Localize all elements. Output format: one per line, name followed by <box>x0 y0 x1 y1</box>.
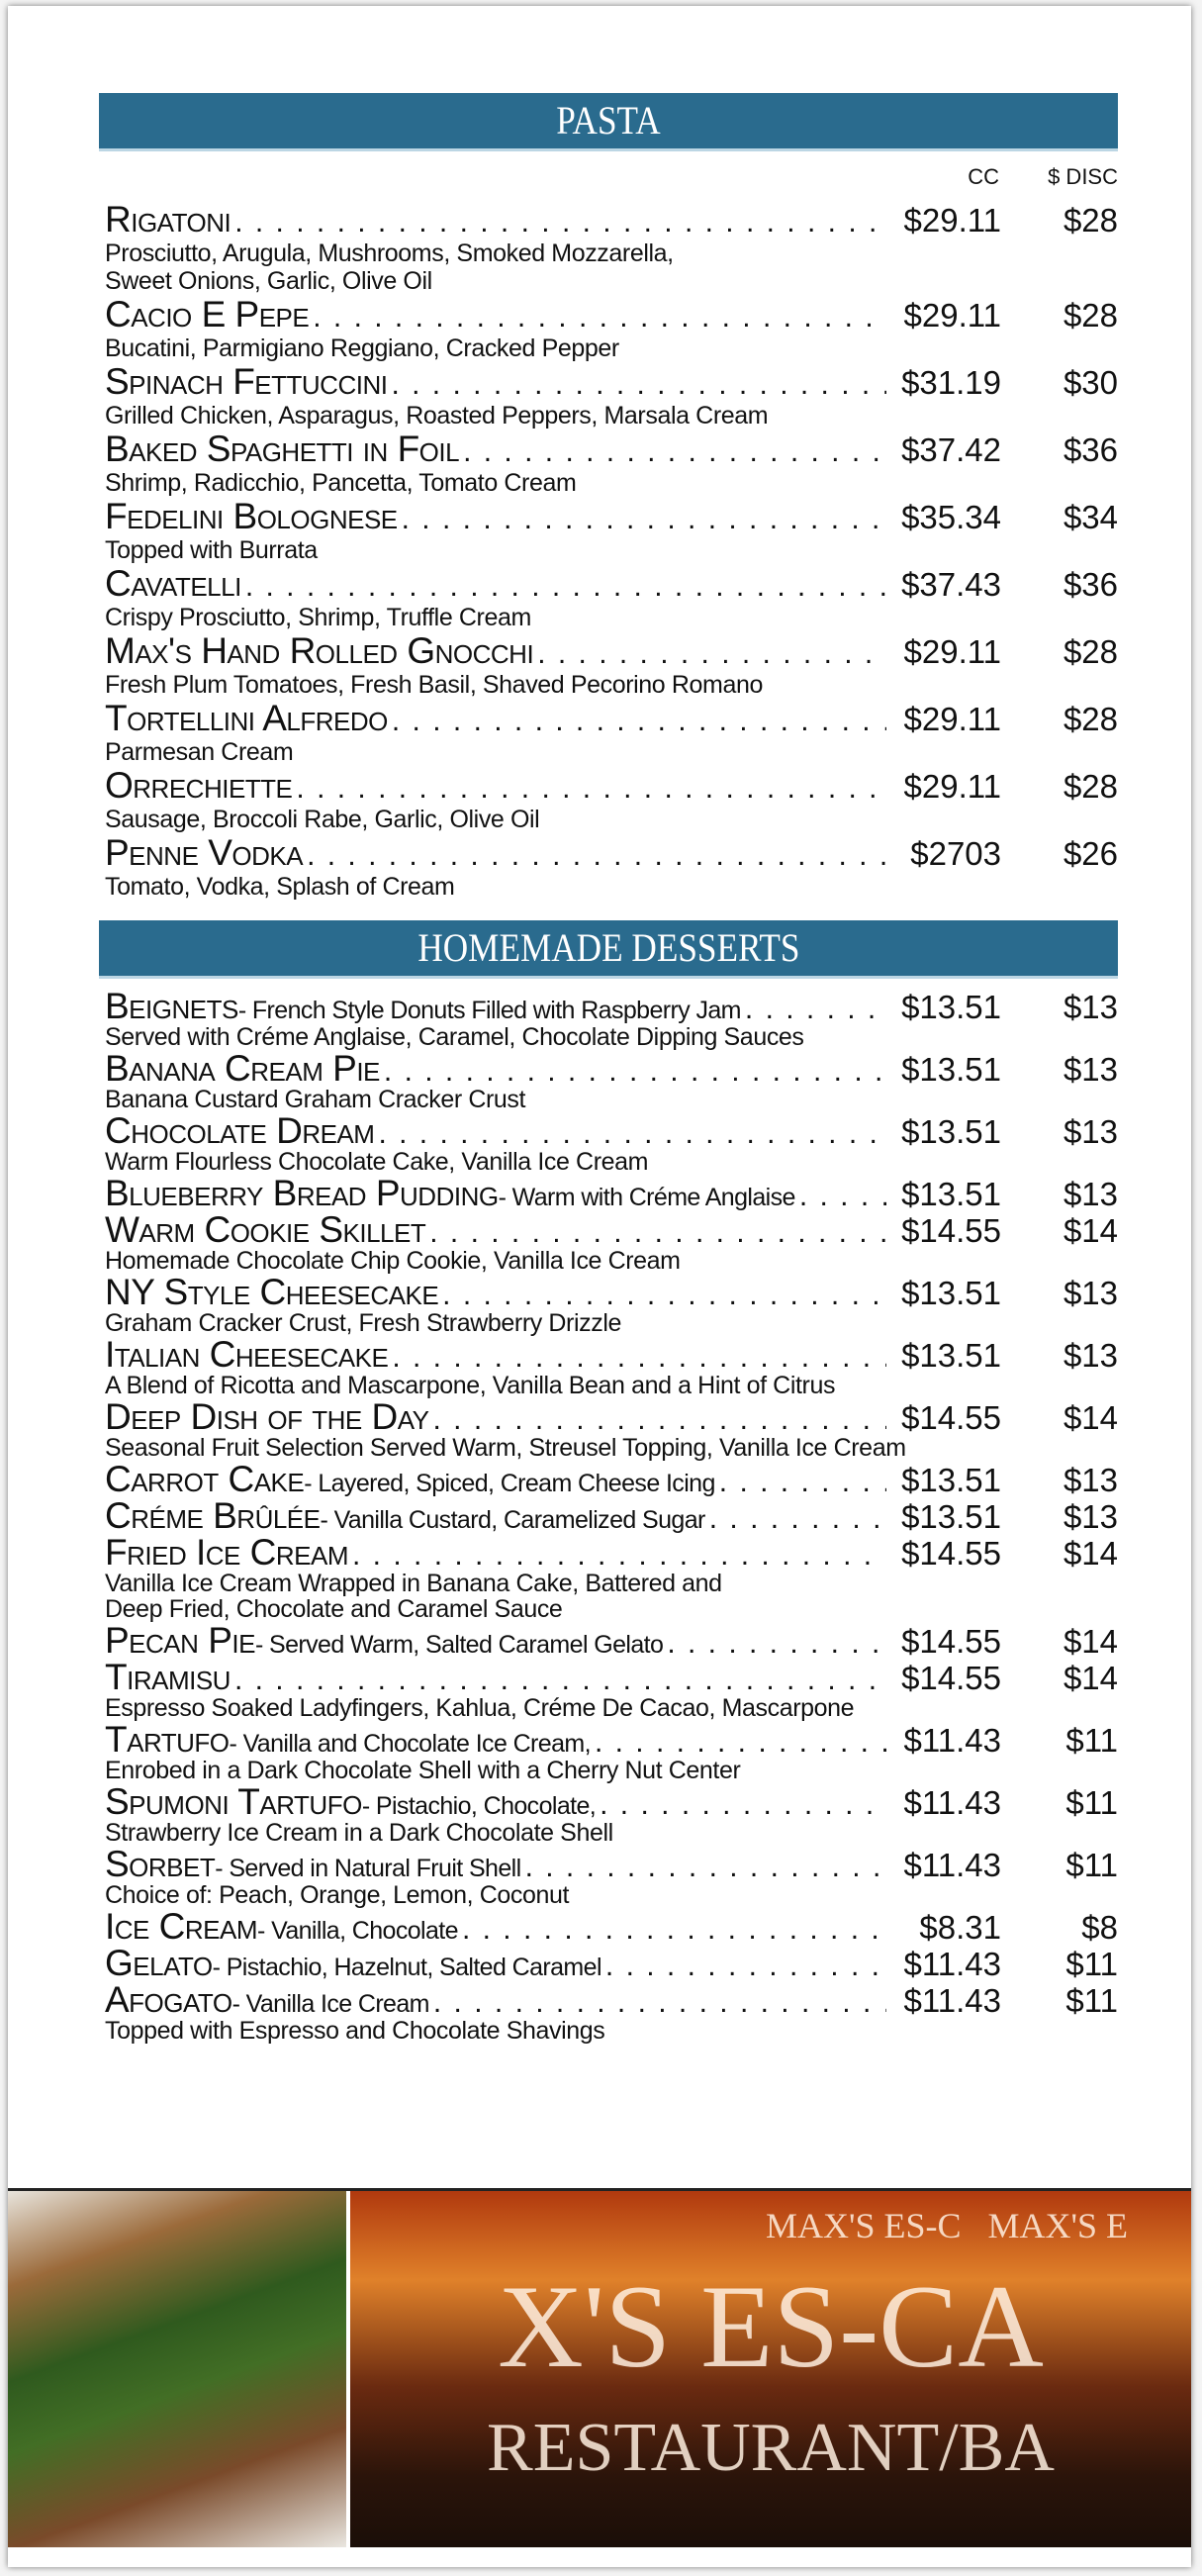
menu-item-line <box>105 1211 1118 1248</box>
menu-item-line <box>105 1846 1118 1882</box>
dot-leader <box>600 1786 886 1823</box>
item-name: Rigatoni <box>105 199 231 239</box>
menu-item <box>105 1461 1118 1497</box>
dot-leader <box>392 702 886 741</box>
item-price-discount: $14 <box>1063 1660 1118 1696</box>
item-price-discount: $13 <box>1063 1176 1118 1212</box>
item-description: Crispy Prosciutto, Shrimp, Truffle Cream <box>105 604 531 631</box>
item-description: Seasonal Fruit Selection Served Warm, Streusel Topping, Vanilla Ice Cream <box>105 1434 906 1462</box>
item-description: Espresso Soaked Ladyfingers, Kahlua, Créme De Cacao, Mascarpone <box>105 1694 855 1722</box>
dot-leader <box>391 365 886 405</box>
lamb-chops-photo <box>8 2191 346 2547</box>
item-price-discount: $8 <box>1081 1909 1118 1946</box>
item-price-discount: $28 <box>1063 633 1118 670</box>
restaurant-interior-photo <box>350 2191 1191 2547</box>
item-price-cc: $13.51 <box>901 1337 1001 1374</box>
menu-item-line <box>105 766 1118 806</box>
menu-item <box>105 1783 1118 1846</box>
item-description: Prosciutto, Arugula, Mushrooms, Smoked Mozzarella, <box>105 239 674 267</box>
item-description: Sweet Onions, Garlic, Olive Oil <box>105 267 432 295</box>
menu-item <box>105 1622 1118 1659</box>
item-price-cc: $8.31 <box>919 1909 1001 1946</box>
menu-item <box>105 631 1118 699</box>
item-price-discount: $13 <box>1063 989 1118 1025</box>
menu-item-line <box>105 1945 1118 1981</box>
dot-leader <box>719 1464 886 1500</box>
item-price-discount: $28 <box>1063 768 1118 805</box>
item-description: Vanilla Ice Cream Wrapped in Banana Cake, Battered and <box>105 1570 722 1597</box>
menu-item-line <box>105 429 1118 469</box>
item-price-discount: $11 <box>1065 1847 1118 1883</box>
menu-item <box>105 1945 1118 1981</box>
menu-item <box>105 699 1118 766</box>
item-price-cc: $29.11 <box>903 297 1001 334</box>
dot-leader <box>234 1662 886 1698</box>
item-price-discount: $13 <box>1063 1051 1118 1088</box>
item-price-cc: $29.11 <box>903 701 1001 737</box>
item-price-cc: $29.11 <box>903 202 1001 239</box>
item-price-cc: $11.43 <box>903 1946 1001 1982</box>
item-name: Cavatelli <box>105 563 241 604</box>
item-name: Cacio E Pepe <box>105 294 310 334</box>
item-price-discount: $13 <box>1063 1113 1118 1150</box>
menu-item-line <box>105 1622 1118 1659</box>
item-description: Choice of: Peach, Orange, Lemon, Coconut <box>105 1881 570 1909</box>
menu-item <box>105 1497 1118 1534</box>
item-price-discount: $11 <box>1065 1982 1118 2019</box>
item-name: Fried Ice Cream <box>105 1532 349 1573</box>
item-name: Tortellini Alfredo <box>105 698 388 738</box>
item-name: Pecan Pie <box>105 1620 255 1661</box>
item-price-discount: $34 <box>1063 499 1118 535</box>
glass-lettering-restaurant: RESTAURANT/BA <box>487 2410 1055 2486</box>
menu-item <box>105 1175 1118 1211</box>
dot-leader <box>525 1849 886 1885</box>
item-name: Beignets <box>105 986 238 1026</box>
item-name: Banana Cream Pie <box>105 1048 380 1089</box>
item-description: Served with Créme Anglaise, Caramel, Chocolate Dipping Sauces <box>105 1023 804 1051</box>
dot-leader <box>745 991 886 1027</box>
pasta-banner <box>99 93 1118 151</box>
menu-item <box>105 1274 1118 1336</box>
item-name: Spinach Fettuccini <box>105 361 388 402</box>
item-price-cc: $37.42 <box>901 431 1001 468</box>
item-name: Ice Cream <box>105 1906 258 1947</box>
item-inline-description: - French Style Donuts Filled with Raspberry Jam <box>237 997 741 1024</box>
item-price-discount: $30 <box>1063 364 1118 401</box>
item-description: Sausage, Broccoli Rabe, Garlic, Olive Oil <box>105 806 540 833</box>
menu-item-line <box>105 833 1118 873</box>
item-name: Italian Cheesecake <box>105 1334 389 1375</box>
photo-strip <box>8 2188 1191 2547</box>
menu-item-line <box>105 1908 1118 1945</box>
item-price-cc: $14.55 <box>901 1212 1001 1249</box>
item-name: Créme Brûlée <box>105 1495 321 1536</box>
menu-item <box>105 1659 1118 1721</box>
menu-item <box>105 295 1118 362</box>
item-description: Homemade Chocolate Chip Cookie, Vanilla Ice Cream <box>105 1247 681 1275</box>
item-price-discount: $11 <box>1065 1784 1118 1821</box>
dot-leader <box>245 567 886 607</box>
menu-item <box>105 1336 1118 1398</box>
item-description: Grilled Chicken, Asparagus, Roasted Peppers, Marsala Cream <box>105 402 769 429</box>
item-name: Tiramisu <box>105 1657 231 1697</box>
item-price-discount: $11 <box>1065 1946 1118 1982</box>
dot-leader <box>234 203 886 242</box>
item-price-cc: $13.51 <box>901 1176 1001 1212</box>
desserts-banner <box>99 920 1118 979</box>
menu-item <box>105 1050 1118 1112</box>
dot-leader <box>392 1339 886 1376</box>
dot-leader <box>378 1115 886 1152</box>
item-name: Fedelini Bolognese <box>105 496 398 536</box>
item-name: Penne Vodka <box>105 832 304 873</box>
item-price-cc: $13.51 <box>901 1275 1001 1311</box>
item-price-discount: $14 <box>1063 1535 1118 1572</box>
item-name: Baked Spaghetti in Foil <box>105 429 460 469</box>
item-name: NY Style Cheesecake <box>105 1272 439 1312</box>
menu-item-line <box>105 1112 1118 1149</box>
item-price-discount: $28 <box>1063 297 1118 334</box>
item-name: Sorbet <box>105 1844 216 1884</box>
menu-item-line <box>105 1398 1118 1435</box>
item-price-cc: $14.55 <box>901 1623 1001 1660</box>
menu-item <box>105 766 1118 833</box>
item-price-cc: $11.43 <box>903 1847 1001 1883</box>
item-price-discount: $13 <box>1063 1498 1118 1535</box>
item-price-discount: $26 <box>1063 835 1118 872</box>
item-price-cc: $13.51 <box>901 989 1001 1025</box>
dot-leader <box>433 1401 886 1438</box>
menu-item-line <box>105 1534 1118 1571</box>
menu-item <box>105 1211 1118 1274</box>
menu-item <box>105 429 1118 497</box>
menu-item-line <box>105 1659 1118 1695</box>
item-name: Tartufo <box>105 1719 230 1760</box>
item-description: Enrobed in a Dark Chocolate Shell with a Cherry Nut Center <box>105 1757 741 1784</box>
menu-item <box>105 1981 1118 2044</box>
item-price-cc: $14.55 <box>901 1535 1001 1572</box>
item-inline-description: - Vanilla and Chocolate Ice Cream, <box>229 1730 591 1758</box>
dot-leader <box>799 1178 886 1214</box>
menu-item <box>105 988 1118 1050</box>
glass-lettering: X'S ES-CA <box>498 2260 1044 2392</box>
menu-item <box>105 362 1118 429</box>
item-price-discount: $14 <box>1063 1623 1118 1660</box>
menu-item <box>105 1534 1118 1622</box>
item-name: Blueberry Bread Pudding <box>105 1173 499 1213</box>
dot-leader <box>463 432 886 472</box>
menu-item <box>105 1846 1118 1908</box>
menu-item-line <box>105 699 1118 738</box>
pasta-list <box>105 200 1118 901</box>
item-price-cc: $11.43 <box>903 1982 1001 2019</box>
dot-leader <box>296 769 886 809</box>
item-price-cc: $13.51 <box>901 1113 1001 1150</box>
menu-item-line <box>105 631 1118 671</box>
item-description: Topped with Espresso and Chocolate Shavings <box>105 2017 605 2045</box>
menu-item-line <box>105 1783 1118 1820</box>
item-description: Graham Cracker Crust, Fresh Strawberry Drizzle <box>105 1309 621 1337</box>
cc-column-header: CC <box>968 164 999 189</box>
item-price-cc: $11.43 <box>903 1722 1001 1759</box>
item-description: Strawberry Ice Cream in a Dark Chocolate Shell <box>105 1819 613 1847</box>
menu-item <box>105 200 1118 295</box>
dot-leader <box>462 1911 886 1948</box>
item-price-discount: $14 <box>1063 1399 1118 1436</box>
item-name: Deep Dish of the Day <box>105 1396 429 1437</box>
item-inline-description: - Pistachio, Hazelnut, Salted Caramel <box>212 1954 601 1981</box>
item-price-cc: $11.43 <box>903 1784 1001 1821</box>
item-description: Topped with Burrata <box>105 536 318 564</box>
item-name: Spumoni Tartufo <box>105 1781 362 1822</box>
item-name: Afogato <box>105 1979 232 2020</box>
item-price-cc: $37.43 <box>901 566 1001 603</box>
menu-item <box>105 1908 1118 1945</box>
dot-leader <box>537 634 886 674</box>
dot-leader <box>605 1948 886 1984</box>
dot-leader <box>595 1724 886 1761</box>
item-price-discount: $28 <box>1063 701 1118 737</box>
dot-leader <box>402 500 886 539</box>
dot-leader <box>307 836 886 876</box>
menu-item-line <box>105 1175 1118 1211</box>
item-price-cc: $14.55 <box>901 1660 1001 1696</box>
item-price-cc: $35.34 <box>901 499 1001 535</box>
disc-column-header: $ DISC <box>1048 164 1118 189</box>
menu-page <box>8 6 1191 2567</box>
item-inline-description: - Served Warm, Salted Caramel Gelato <box>254 1631 664 1659</box>
item-price-discount: $13 <box>1063 1337 1118 1374</box>
item-name: Gelato <box>105 1943 213 1983</box>
item-price-discount: $28 <box>1063 202 1118 239</box>
menu-item-line <box>105 1981 1118 2018</box>
window-sign: MAX'S ES-C MAX'S E <box>766 2206 1129 2245</box>
dot-leader <box>384 1053 886 1090</box>
menu-item-line <box>105 200 1118 239</box>
item-price-cc: $29.11 <box>903 768 1001 805</box>
item-name: Carrot Cake <box>105 1459 305 1499</box>
item-price-discount: $11 <box>1065 1722 1118 1759</box>
menu-item-line <box>105 1274 1118 1310</box>
item-price-cc: $13.51 <box>901 1498 1001 1535</box>
item-price-cc: $2703 <box>910 835 1001 872</box>
item-description: Fresh Plum Tomatoes, Fresh Basil, Shaved Pecorino Romano <box>105 671 763 699</box>
menu-item <box>105 1398 1118 1461</box>
menu-item-line <box>105 1497 1118 1534</box>
item-inline-description: - Vanilla Ice Cream <box>231 1990 429 2018</box>
item-description: Warm Flourless Chocolate Cake, Vanilla Ice Cream <box>105 1148 649 1176</box>
item-price-discount: $13 <box>1063 1275 1118 1311</box>
item-price-discount: $36 <box>1063 431 1118 468</box>
menu-item <box>105 564 1118 631</box>
menu-item <box>105 833 1118 901</box>
menu-item <box>105 1721 1118 1783</box>
dot-leader <box>442 1277 886 1313</box>
menu-item-line <box>105 497 1118 536</box>
item-inline-description: - Served in Natural Fruit Shell <box>215 1855 521 1882</box>
dot-leader <box>667 1625 886 1662</box>
item-inline-description: - Vanilla Custard, Caramelized Sugar <box>320 1506 705 1534</box>
pasta-title: PASTA <box>556 98 661 143</box>
item-name: Warm Cookie Skillet <box>105 1209 426 1250</box>
item-price-cc: $13.51 <box>901 1462 1001 1498</box>
menu-item-line <box>105 1721 1118 1758</box>
item-name: Orrechiette <box>105 765 293 806</box>
dot-leader <box>429 1214 886 1251</box>
item-price-cc: $29.11 <box>903 633 1001 670</box>
item-price-discount: $14 <box>1063 1212 1118 1249</box>
item-description: Deep Fried, Chocolate and Caramel Sauce <box>105 1595 563 1623</box>
item-price-discount: $36 <box>1063 566 1118 603</box>
menu-item-line <box>105 564 1118 604</box>
item-inline-description: - Pistachio, Chocolate, <box>361 1792 597 1820</box>
menu-item-line <box>105 295 1118 334</box>
desserts-list <box>105 988 1118 2044</box>
item-name: Chocolate Dream <box>105 1110 375 1151</box>
price-column-headers <box>99 164 1118 194</box>
item-description: A Blend of Ricotta and Mascarpone, Vanilla Bean and a Hint of Citrus <box>105 1372 836 1399</box>
item-name: Max's Hand Rolled Gnocchi <box>105 630 534 671</box>
item-description: Parmesan Cream <box>105 738 294 766</box>
dot-leader <box>709 1500 886 1537</box>
item-inline-description: - Layered, Spiced, Cream Cheese Icing <box>304 1470 715 1497</box>
item-description: Banana Custard Graham Cracker Crust <box>105 1086 526 1113</box>
item-price-cc: $14.55 <box>901 1399 1001 1436</box>
item-price-cc: $13.51 <box>901 1051 1001 1088</box>
dot-leader <box>313 298 886 337</box>
menu-item <box>105 1112 1118 1175</box>
item-inline-description: - Vanilla, Chocolate <box>257 1917 458 1945</box>
dot-leader <box>433 1984 886 2021</box>
menu-item-line <box>105 1050 1118 1087</box>
item-price-discount: $13 <box>1063 1462 1118 1498</box>
menu-item <box>105 497 1118 564</box>
item-description: Bucatini, Parmigiano Reggiano, Cracked Pepper <box>105 334 619 362</box>
menu-item-line <box>105 988 1118 1024</box>
item-description: Tomato, Vodka, Splash of Cream <box>105 873 455 901</box>
desserts-title: HOMEMADE DESSERTS <box>416 925 800 970</box>
menu-item-line <box>105 1336 1118 1373</box>
item-inline-description: - Warm with Créme Anglaise <box>498 1184 795 1211</box>
dot-leader <box>352 1537 886 1574</box>
item-price-cc: $31.19 <box>901 364 1001 401</box>
item-description: Shrimp, Radicchio, Pancetta, Tomato Cream <box>105 469 577 497</box>
menu-item-line <box>105 362 1118 402</box>
menu-item-line <box>105 1461 1118 1497</box>
